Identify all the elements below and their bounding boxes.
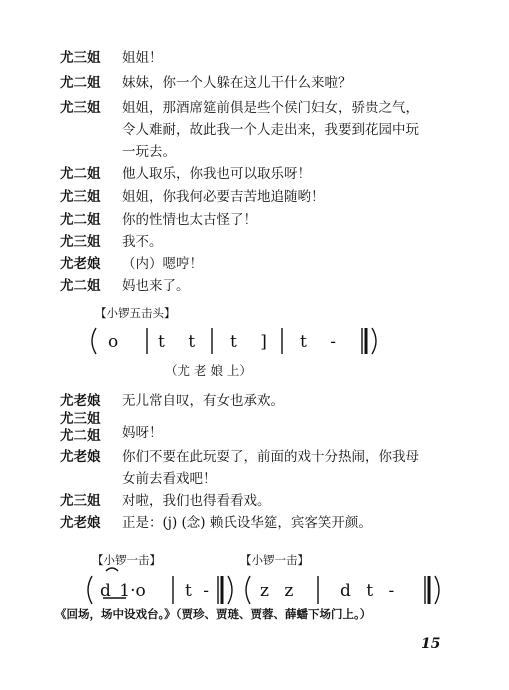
notation-cell: t t (158, 332, 196, 352)
line-text: 无儿常自叹，有女也承欢。 (122, 393, 284, 409)
open-paren (246, 576, 250, 604)
speaker-name: 尤二姐 (60, 75, 101, 91)
line-text: 他人取乐，你我也可以取乐呀！ (122, 166, 311, 182)
close-paren (435, 576, 439, 604)
notation-cell: t - (185, 581, 209, 601)
line-text: 妹妹，你一个人躲在这儿干什么来啦？ (122, 75, 352, 91)
speaker-name: 尤二姐 (60, 212, 101, 228)
speaker-name: 尤老娘 (60, 515, 101, 531)
page-number: 15 (421, 636, 441, 652)
speaker-name: 尤老娘 (60, 256, 101, 272)
notation-cell: t ] (230, 332, 267, 352)
speaker-name: 尤老娘 (60, 449, 101, 465)
line-text: （内）嗯哼！ (122, 256, 203, 272)
line-text: 对啦，我们也得看看戏。 (122, 493, 271, 509)
speaker-name: 尤三姐 (60, 189, 101, 205)
line-text: 正是：(j) (念) 赖氏设华筵，宾客笑开颜。 (122, 515, 372, 531)
speaker-name: 尤三姐 (60, 234, 101, 250)
line-text: 妈呀！ (122, 425, 163, 441)
close-paren (372, 328, 376, 354)
percussion-cue-label: 【小锣五击头】 (95, 306, 176, 320)
percussion-cue-label: 【小锣一击】 (92, 553, 161, 567)
stage-direction: 《回场，场中设戏台。》（贾珍、贾琏、贾蓉、薛蟠下场门上。） (55, 607, 372, 621)
line-text: 你的性情也太古怪了！ (122, 212, 257, 228)
open-paren (88, 576, 92, 604)
stage-direction: （尤 老 娘 上） (165, 363, 252, 378)
close-paren (228, 576, 232, 604)
line-text: 你们不要在此玩耍了，前面的戏十分热闹，你我母 (122, 449, 419, 465)
speaker-name: 尤二姐 (60, 428, 101, 444)
line-continuation: 令人难耐，故此我一个人走出来，我要到花园中玩 (122, 122, 419, 138)
line-text: 姐姐！ (122, 50, 163, 66)
notation-cell: t - (300, 332, 336, 352)
notation-cell: d 1·o (100, 581, 146, 601)
line-text: 姐姐，那酒席筵前俱是些个侯门妇女，骄贵之气， (122, 100, 419, 116)
notation-cell: o (108, 332, 119, 352)
slur-mark (106, 568, 118, 571)
line-text: 姐姐，你我何必要吉苦地追随哟！ (122, 189, 325, 205)
line-text: 我不。 (122, 234, 163, 250)
percussion-cue-label: 【小锣一击】 (240, 553, 309, 567)
line-text: 妈也来了。 (122, 278, 190, 294)
speaker-name: 尤二姐 (60, 278, 101, 294)
speaker-name: 尤三姐 (60, 493, 101, 509)
speaker-name: 尤三姐 (60, 100, 101, 116)
notation-cell: z z (260, 581, 294, 601)
notation-cell: d t - (340, 581, 395, 601)
open-paren (92, 328, 96, 354)
line-continuation: 女前去看戏吧！ (122, 471, 217, 487)
speaker-name: 尤老娘 (60, 393, 101, 409)
line-continuation: 一玩去。 (122, 144, 176, 160)
speaker-name: 尤二姐 (60, 166, 101, 182)
speaker-name: 尤三姐 (60, 50, 101, 66)
speaker-name: 尤三姐 (60, 411, 101, 427)
